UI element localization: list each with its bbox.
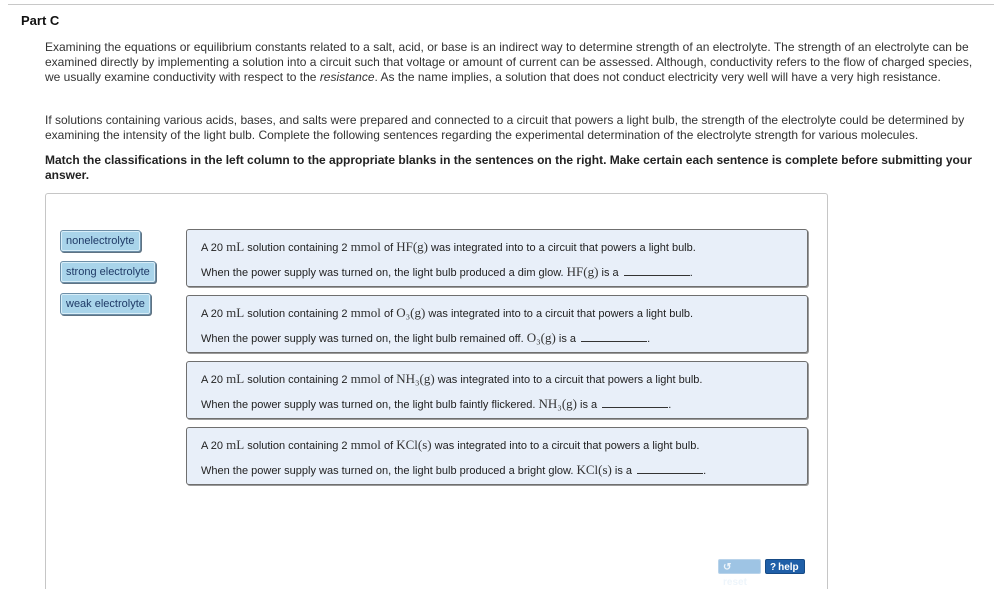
unit-mmol: mmol (350, 371, 381, 386)
text: When the power supply was turned on, the light bulb produced a dim glow. (201, 267, 567, 279)
text: A 20 (201, 308, 227, 320)
text: of (380, 308, 397, 320)
unit-ml: mL (226, 239, 245, 254)
sentence-line-2 (201, 330, 650, 346)
option-weak-electrolyte[interactable]: weak electrolyte (60, 293, 151, 315)
sentence-line-1 (201, 239, 696, 255)
text: solution containing 2 (244, 308, 351, 320)
formula: NH₃(g) (396, 371, 435, 386)
part-title: Part C (21, 13, 60, 28)
text: of (380, 374, 397, 386)
help-label: help (778, 562, 799, 573)
option-strong-electrolyte[interactable]: strong electrolyte (60, 261, 156, 283)
sentence-box-kcl (186, 427, 808, 485)
formula: O₃(g) (396, 305, 426, 320)
top-divider (8, 4, 994, 5)
text: . (703, 465, 707, 477)
intro-p1-before: Examining the equations or equilibrium constants related to a salt, acid, or base is an indirect way to determine strength of an electrolyte. The strength of an electrolyte can be examined directly by implementing a solution into a circuit such that voltage or amount of current can be assessed. Although, conductivity refers to the flow of charged species, we usually examine conductivity with respect to the (45, 40, 973, 84)
answer-blank-o3[interactable] (581, 331, 647, 342)
text: was integrated into to a circuit that powers a light bulb. (427, 242, 696, 254)
text: of (380, 242, 397, 254)
sentence-box-nh3 (186, 361, 808, 419)
text: When the power supply was turned on, the light bulb produced a bright glow. (201, 465, 577, 477)
text: A 20 (201, 440, 227, 452)
unit-mmol: mmol (350, 239, 381, 254)
help-button[interactable] (765, 559, 805, 574)
text: was integrated into to a circuit that powers a light bulb. (425, 308, 694, 320)
unit-mmol: mmol (350, 437, 381, 452)
sentence-box-o3 (186, 295, 808, 353)
sentence-line-1 (201, 371, 703, 387)
text: is a (598, 267, 619, 279)
formula: HF(g) (396, 239, 428, 254)
text: . (668, 399, 672, 411)
unit-ml: mL (226, 305, 245, 320)
formula: HF(g) (566, 264, 599, 279)
answer-blank-nh3[interactable] (602, 397, 668, 408)
text: is a (555, 333, 576, 345)
text: is a (611, 465, 633, 477)
sentence-box-hf (186, 229, 808, 287)
instructions: Match the classifications in the left column to the appropriate blanks in the sentences on the right. Make certain each sentence is complete before submitting your answer. (45, 153, 972, 182)
sentence-line-1 (201, 305, 693, 321)
text: When the power supply was turned on, the light bulb remained off. (201, 333, 527, 345)
sentence-line-2 (201, 264, 693, 280)
text: . (647, 333, 651, 345)
intro-paragraph-2: If solutions containing various acids, bases, and salts were prepared and connected to a circuit that powers a light bulb, the strength of the electrolyte could be determined by examining the intensity of the light bulb. Complete the following sentences regarding the experimental determination of the electrolyte strength for various molecules. (45, 113, 965, 142)
text: A 20 (201, 374, 227, 386)
text: solution containing 2 (244, 374, 351, 386)
text: of (380, 440, 397, 452)
text: When the power supply was turned on, the light bulb faintly flickered. (201, 399, 539, 411)
text: is a (577, 399, 598, 411)
answer-blank-kcl[interactable] (637, 463, 703, 474)
text: solution containing 2 (244, 440, 351, 452)
text: A 20 (201, 242, 227, 254)
formula: KCl(s) (396, 437, 432, 452)
unit-mmol: mmol (350, 305, 381, 320)
reset-label: reset (723, 577, 747, 588)
unit-ml: mL (226, 437, 245, 452)
text: was integrated into to a circuit that powers a light bulb. (431, 440, 700, 452)
intro-paragraph-1 (45, 40, 990, 85)
text: solution containing 2 (244, 242, 351, 254)
formula: NH₃(g) (538, 396, 577, 411)
text: was integrated into to a circuit that powers a light bulb. (434, 374, 703, 386)
formula: O₃(g) (526, 330, 556, 345)
sentence-line-2 (201, 462, 706, 478)
formula: KCl(s) (576, 462, 612, 477)
text: . (689, 267, 693, 279)
intro-p1-after: . As the name implies, a solution that does not conduct electricity very well will have a very high resistance. (374, 70, 941, 84)
option-nonelectrolyte[interactable]: nonelectrolyte (60, 230, 141, 252)
intro-p1-italic: resistance (319, 70, 375, 84)
sentence-line-1 (201, 437, 699, 453)
reset-arrow-icon: ↺ (723, 562, 732, 573)
answer-blank-hf[interactable] (624, 265, 690, 276)
sentence-line-2 (201, 396, 671, 412)
reset-button[interactable] (718, 559, 761, 588)
question-icon: ? (770, 562, 777, 573)
unit-ml: mL (226, 371, 245, 386)
